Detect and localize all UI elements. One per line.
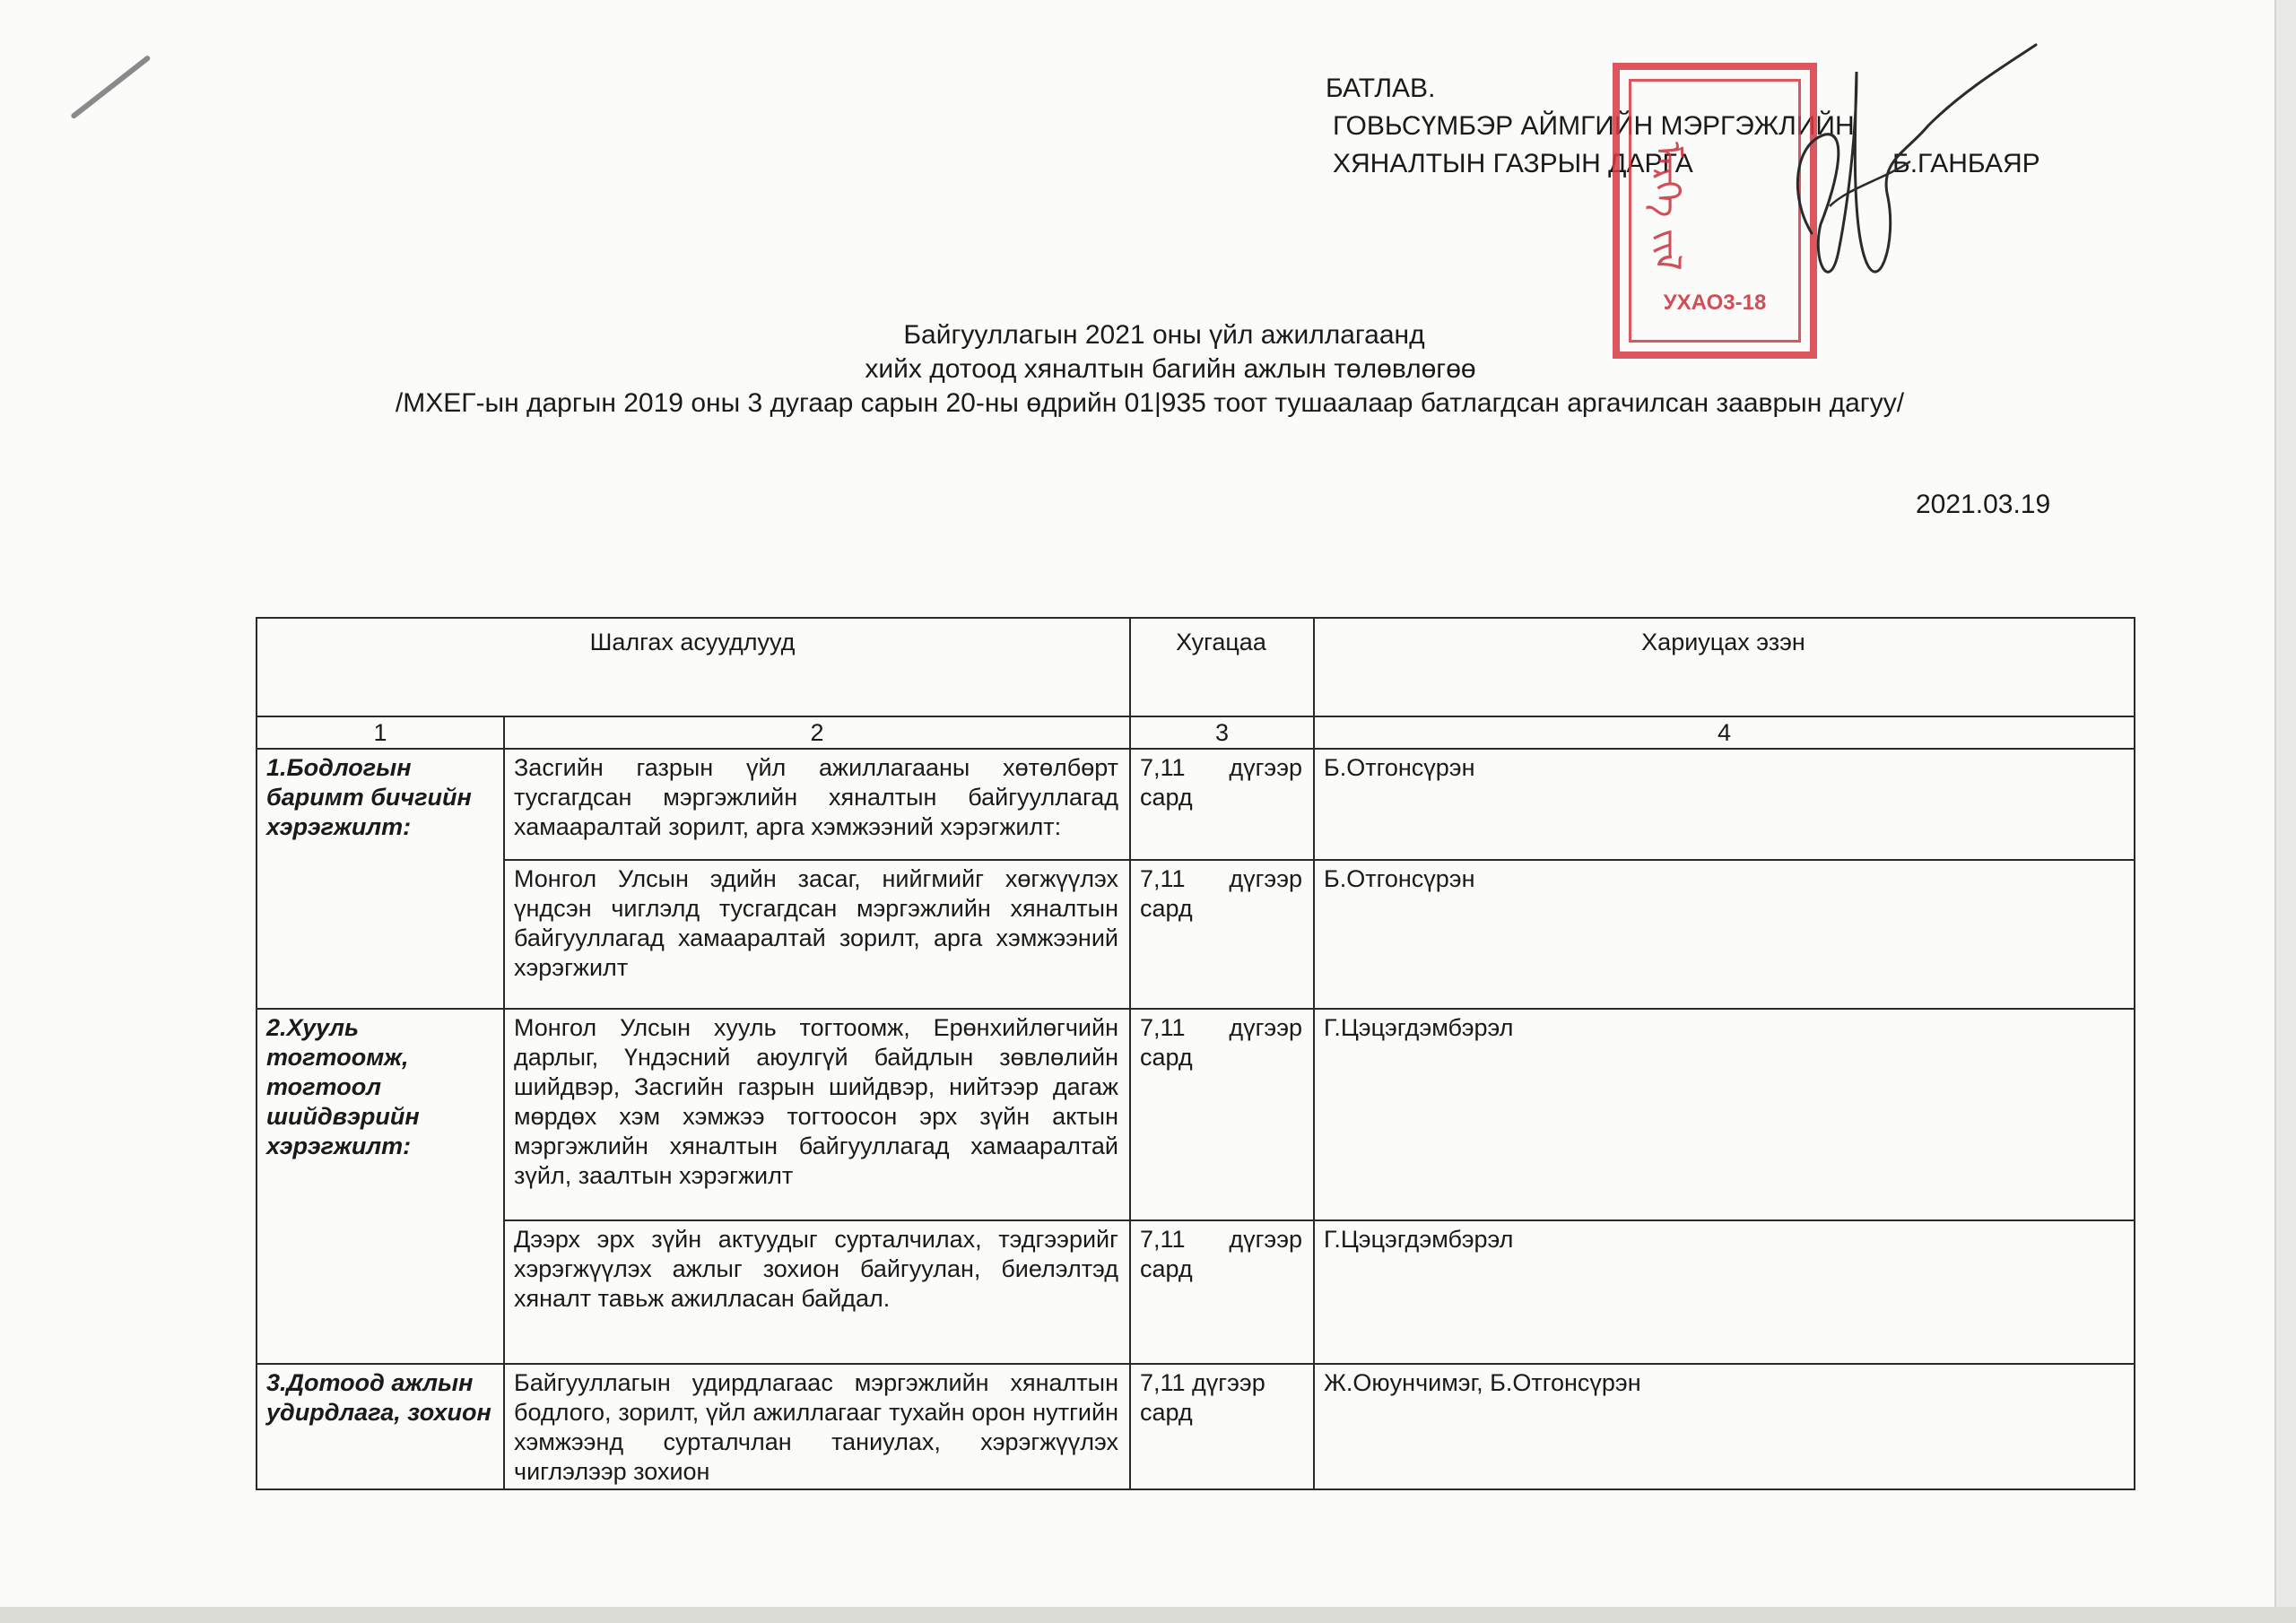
col-number-2: 2 xyxy=(504,716,1130,749)
term-cell: 7,11 дүгээр сард xyxy=(1130,1364,1314,1489)
table-header-row xyxy=(257,618,2135,716)
header-term: Хугацаа xyxy=(1130,618,1314,716)
header-owner: Хариуцах эзэн xyxy=(1314,618,2135,716)
term-cell: 7,11 дүгээр сард xyxy=(1130,749,1314,860)
doc-date: 2021.03.19 xyxy=(1916,490,2051,519)
header-issues: Шалгах асуудлууд xyxy=(257,618,1130,716)
issue-cell: Дээрх эрх зүйн актуудыг сурталчилах, тэдгээрийг хэрэгжүүлэх ажлыг зохион байгуулан, биелэлтэд хяналт тавьж ажилласан байдал. xyxy=(504,1220,1130,1364)
stamp-code: УХАО3-18 xyxy=(1663,291,1767,315)
approval-line-1: БАТЛАВ. xyxy=(1326,74,1436,103)
doc-title-line-3: /МХЕГ-ын даргын 2019 оны 3 дугаар сарын 20-ны өдрийн 01|935 тоот тушаалаар батлагдсан аргачилсан зааврын дагуу/ xyxy=(395,388,1905,418)
term-cell: 7,11 дүгээр сард xyxy=(1130,1009,1314,1220)
table-row xyxy=(257,1220,2135,1364)
term-cell: 7,11 дүгээр сард xyxy=(1130,860,1314,1009)
signature-stroke xyxy=(1797,45,2036,272)
table-row xyxy=(257,860,2135,1009)
col-number-4: 4 xyxy=(1314,716,2135,749)
issue-cell: Засгийн газрын үйл ажиллагааны хөтөлбөрт тусгагдсан мэргэжлийн хяналтын байгууллагад хамааралтай зорилт, арга хэмжээний хэрэгжилт: xyxy=(504,749,1130,860)
signature xyxy=(1704,27,2063,350)
scan-edge-bottom xyxy=(0,1607,2296,1623)
issue-cell: Монгол Улсын хууль тогтоомж, Ерөнхийлөгчийн дарлыг, Үндэсний аюулгүй байдлын зөвлөлийн шийдвэр, Засгийн газрын шийдвэр, нийтээр дагаж мөрдөх хэм хэмжээ тогтоосон эрх зүйн актын мэргэжлийн хяналтын байгууллагад хамааралтай зүйл, заалтын хэрэгжилт xyxy=(504,1009,1130,1220)
section-title-3: 3.Дотоод ажлын удирдлага, зохион xyxy=(257,1364,504,1489)
section-title-2: 2.Хууль тогтоомж, тогтоол шийдвэрийн хэрэгжилт: xyxy=(257,1009,504,1364)
owner-cell: Б.Отгонсүрэн xyxy=(1314,860,2135,1009)
plan-table xyxy=(256,617,2135,1490)
table-number-row xyxy=(257,716,2135,749)
approver-name: Б.ГАНБАЯР xyxy=(1892,149,2040,178)
signature-stroke-2 xyxy=(1830,161,1910,206)
table-row xyxy=(257,749,2135,860)
approval-line-2: ГОВЬСҮМБЭР АЙМГИЙН МЭРГЭЖЛИЙН xyxy=(1333,111,1855,141)
issue-cell: Байгууллагын удирдлагаас мэргэжлийн хяналтын бодлого, зорилт, үйл ажиллагааг тухайн орон нутгийн хэмжээнд сурталчлан таниулах, хэрэгжүүлэх чиглэлээр зохион xyxy=(504,1364,1130,1489)
owner-cell: Г.Цэцэгдэмбэрэл xyxy=(1314,1220,2135,1364)
owner-cell: Г.Цэцэгдэмбэрэл xyxy=(1314,1009,2135,1220)
scan-pen-mark xyxy=(70,55,151,119)
col-number-3: 3 xyxy=(1130,716,1314,749)
section-title-1: 1.Бодлогын баримт бичгийн хэрэгжилт: xyxy=(257,749,504,1009)
owner-cell: Ж.Оюунчимэг, Б.Отгонсүрэн xyxy=(1314,1364,2135,1489)
col-number-1: 1 xyxy=(257,716,504,749)
scan-edge-right xyxy=(2274,0,2296,1623)
term-cell: 7,11 дүгээр сард xyxy=(1130,1220,1314,1364)
approval-line-3: ХЯНАЛТЫН ГАЗРЫН ДАРГА xyxy=(1333,149,1693,178)
table-row xyxy=(257,1009,2135,1220)
stamp-mongolian-script: ᠮᠡᠷᠭᠡ ᠵᠢᠯ xyxy=(1647,142,1688,271)
doc-title-line-2: хийх дотоод хяналтын багийн ажлын төлөвлөгөө xyxy=(865,354,1476,384)
issue-cell: Монгол Улсын эдийн засаг, нийгмийг хөгжүүлэх үндсэн чиглэлд тусгагдсан мэргэжлийн хяналтын байгууллагад хамааралтай зорилт, арга хэмжээний хэрэгжилт xyxy=(504,860,1130,1009)
table-row xyxy=(257,1364,2135,1489)
doc-title-line-1: Байгууллагын 2021 оны үйл ажиллагаанд xyxy=(903,320,1425,350)
owner-cell: Б.Отгонсүрэн xyxy=(1314,749,2135,860)
